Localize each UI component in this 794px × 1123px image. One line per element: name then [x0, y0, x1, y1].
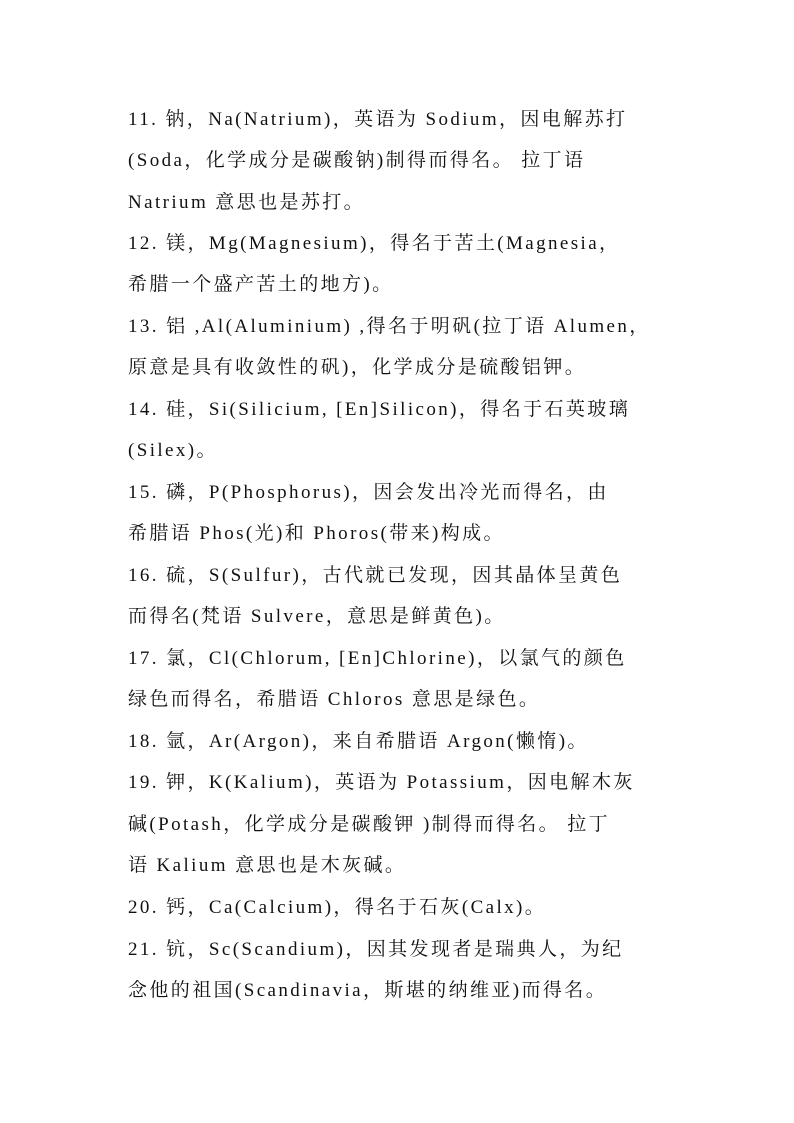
- text-line: 21. 钪，Sc(Scandium)，因其发现者是瑞典人，为纪: [128, 939, 624, 960]
- text-line: 原意是具有收敛性的矾)，化学成分是硫酸铝钾。: [128, 357, 587, 378]
- text-line: 希腊一个盛产苦土的地方)。: [128, 274, 394, 295]
- text-line: 15. 磷，P(Phosphorus)，因会发出冷光而得名，由: [128, 482, 609, 503]
- text-line: 17. 氯，Cl(Chlorum, [En]Chlorine)，以氯气的颜色: [128, 648, 627, 669]
- text-line: 12. 镁，Mg(Magnesium)，得名于苦土(Magnesia，: [128, 233, 621, 254]
- text-line: 绿色而得名，希腊语 Chloros 意思是绿色。: [128, 689, 541, 710]
- text-line: 16. 硫，S(Sulfur)，古代就已发现，因其晶体呈黄色: [128, 565, 623, 586]
- text-line: 而得名(梵语 Sulvere，意思是鲜黄色)。: [128, 606, 506, 627]
- text-line: (Silex)。: [128, 440, 218, 461]
- text-line: 13. 铝 ,Al(Aluminium) ,得名于明矾(拉丁语 Alumen，: [128, 316, 651, 337]
- text-line: Natrium 意思也是苏打。: [128, 192, 366, 213]
- text-line: 20. 钙，Ca(Calcium)，得名于石灰(Calx)。: [128, 897, 547, 918]
- text-line: 念他的祖国(Scandinavia，斯堪的纳维亚)而得名。: [128, 980, 608, 1001]
- text-line: 11. 钠，Na(Natrium)，英语为 Sodium，因电解苏打: [128, 109, 628, 130]
- text-line: 18. 氩，Ar(Argon)，来自希腊语 Argon(懒惰)。: [128, 731, 589, 752]
- text-line: (Soda，化学成分是碳酸钠)制得而得名。 拉丁语: [128, 150, 586, 171]
- text-line: 14. 硅，Si(Silicium, [En]Silicon)，得名于石英玻璃: [128, 399, 631, 420]
- text-line: 语 Kalium 意思也是木灰碱。: [128, 855, 407, 876]
- text-line: 19. 钾，K(Kalium)，英语为 Potassium，因电解木灰: [128, 772, 635, 793]
- text-line: 希腊语 Phos(光)和 Phoros(带来)构成。: [128, 523, 505, 544]
- text-line: 碱(Potash，化学成分是碳酸钾 )制得而得名。 拉丁: [128, 814, 611, 835]
